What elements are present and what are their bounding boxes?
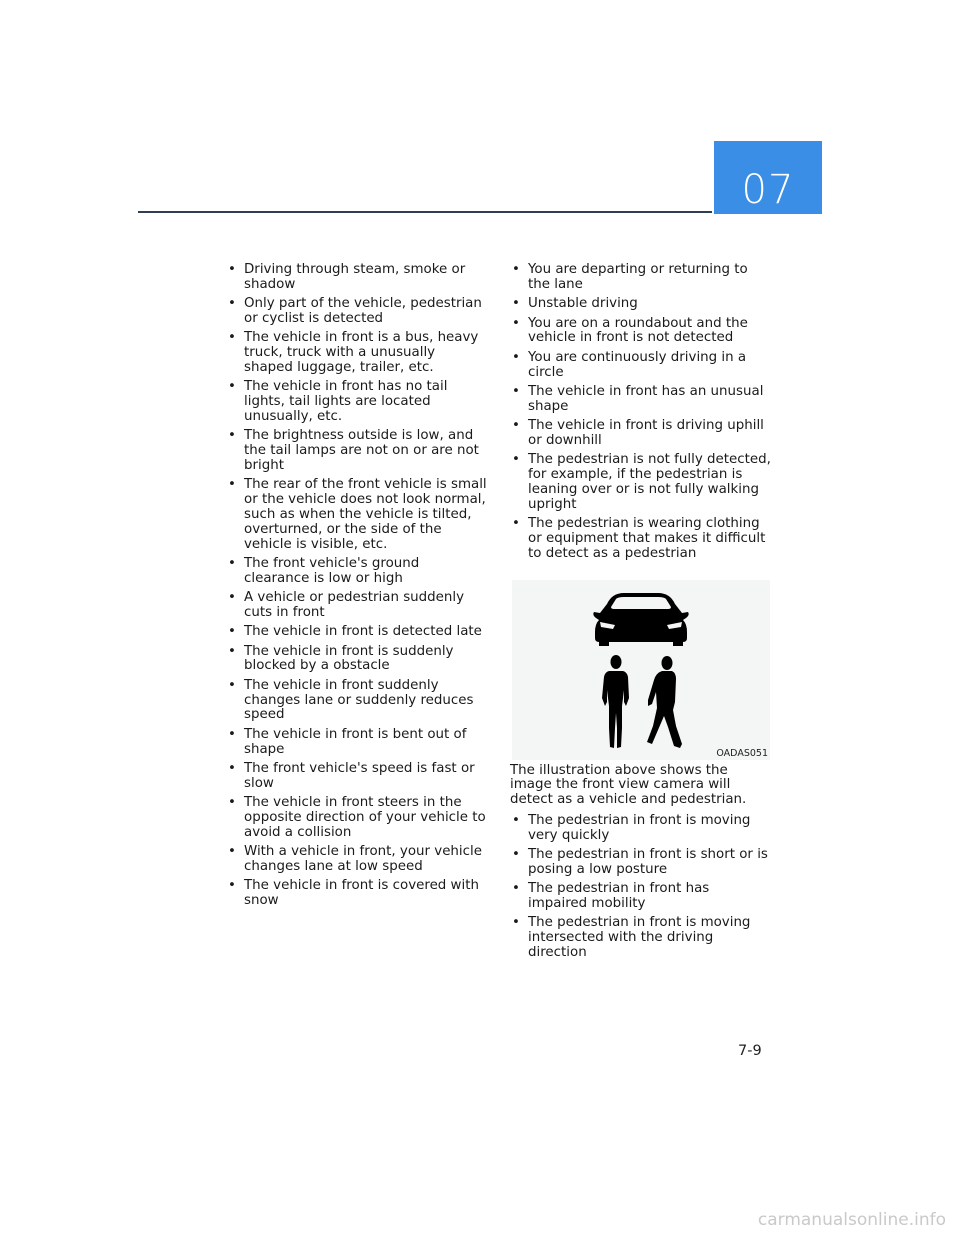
figure-caption: The illustration above shows the image the front view camera will detect as a vehicle and pedestrian. [510, 762, 747, 808]
list-item: • The vehicle in front is bent out of shape [226, 728, 488, 758]
illustration-graphic [512, 580, 770, 760]
figure-code: OADAS051 [716, 747, 768, 759]
list-item: • Only part of the vehicle, pedestrian or cyclist is detected [226, 297, 488, 327]
list-item: • The front vehicle's speed is fast or slow [226, 762, 488, 792]
list-item: • The pedestrian in front is moving very quickly [510, 814, 772, 844]
list-item: • The pedestrian is wearing clothing or equipment that makes it difficult to detect as a pedestrian [510, 517, 772, 561]
left-column [226, 263, 488, 914]
list-item: • The vehicle in front is suddenly blocked by a obstacle [226, 645, 488, 675]
list-item: • A vehicle or pedestrian suddenly cuts in front [226, 591, 488, 621]
left-bullet-list [226, 263, 488, 909]
list-item: • The pedestrian in front is moving intersected with the driving direction [510, 916, 772, 960]
watermark: carmanualsonline.info [757, 1210, 946, 1230]
page-number: 7-9 [738, 1043, 762, 1059]
list-item: • The front vehicle's ground clearance is low or high [226, 557, 488, 587]
chapter-tab [714, 141, 822, 214]
list-item: • The pedestrian in front has impaired mobility [510, 882, 772, 912]
list-item: • The vehicle in front has no tail lights, tail lights are located unusually, etc. [226, 380, 488, 424]
list-item: • You are continuously driving in a circle [510, 351, 772, 381]
list-item: • The vehicle in front is detected late [226, 625, 488, 640]
list-item: • The vehicle in front is a bus, heavy truck, truck with a unusually shaped luggage, trailer, etc. [226, 331, 488, 375]
list-item: • The rear of the front vehicle is small or the vehicle does not look normal, such as when the vehicle is tilted, overturned, or the side of the vehicle is visible, etc. [226, 478, 488, 552]
standing-pedestrian-icon [602, 655, 629, 748]
car-front-icon [593, 593, 688, 646]
list-item: • Driving through steam, smoke or shadow [226, 263, 488, 293]
list-item: • The pedestrian in front is short or is posing a low posture [510, 848, 772, 878]
header-rule [138, 211, 712, 213]
list-item: • With a vehicle in front, your vehicle changes lane at low speed [226, 845, 488, 875]
list-item: • You are departing or returning to the lane [510, 263, 772, 293]
list-item: • The vehicle in front is driving uphill or downhill [510, 419, 772, 449]
list-item: • Unstable driving [510, 297, 772, 312]
list-item: • The vehicle in front suddenly changes lane or suddenly reduces speed [226, 679, 488, 723]
right-column [510, 263, 772, 965]
list-item: • You are on a roundabout and the vehicle in front is not detected [510, 317, 772, 347]
detection-illustration [512, 580, 770, 760]
list-item: • The pedestrian is not fully detected, for example, if the pedestrian is leaning over or is not fully walking upright [510, 453, 772, 512]
list-item: • The vehicle in front has an unusual shape [510, 385, 772, 415]
walking-pedestrian-icon [647, 656, 682, 748]
list-item: • The vehicle in front is covered with snow [226, 879, 488, 909]
chapter-number: 07 [741, 166, 795, 213]
right-bullet-list-bottom [510, 814, 772, 961]
list-item: • The brightness outside is low, and the tail lamps are not on or are not bright [226, 429, 488, 473]
right-bullet-list-top [510, 263, 772, 562]
list-item: • The vehicle in front steers in the opposite direction of your vehicle to avoid a collision [226, 796, 488, 840]
